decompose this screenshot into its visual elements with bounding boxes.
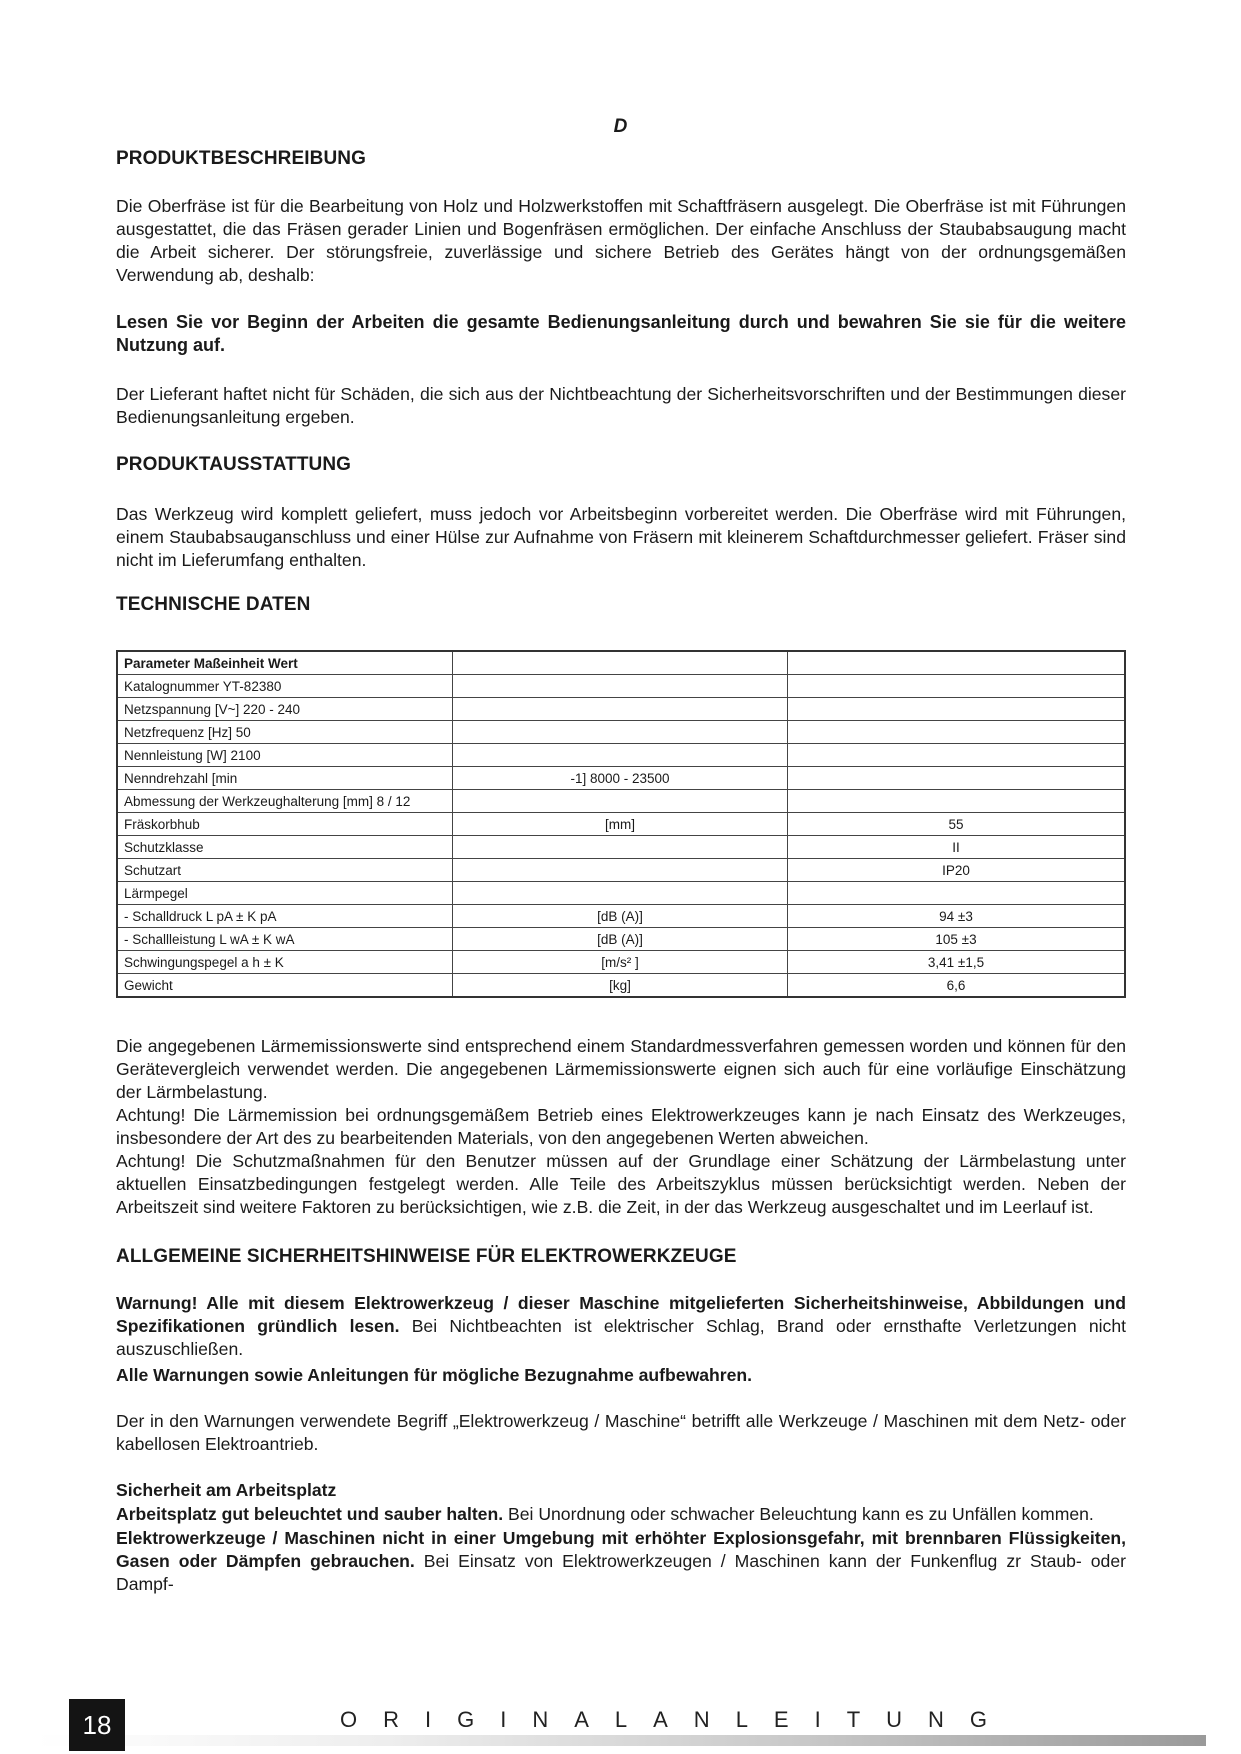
technical-data-table: [116, 650, 1126, 998]
table-cell-c1: Katalognummer YT-82380: [117, 675, 453, 698]
table-cell-c2: [453, 651, 788, 675]
paragraph-noise-3: Achtung! Die Schutzmaßnahmen für den Benutzer müssen auf der Grundlage einer Schätzung der Lärmbelastung unter aktuellen Einsatzbedingungen festgelegt werden. Alle Teile des Arbeitszyklus müssen berücksichtigt werden. Neben der Arbeitszeit sind weitere Faktoren zu berücksichtigen, wie z.B. die Zeit, in der das Werkzeug ausgeschaltet und im Leerlauf ist.: [116, 1151, 1126, 1217]
heading-produktbeschreibung: PRODUKTBESCHREIBUNG: [116, 148, 366, 169]
language-marker: D: [613, 116, 628, 137]
heading-sicherheit: ALLGEMEINE SICHERHEITSHINWEISE FÜR ELEKTROWERKZEUGE: [116, 1246, 737, 1267]
table-cell-c1: Schutzklasse: [117, 836, 453, 859]
table-cell-c3: [788, 651, 1126, 675]
paragraph-aufbewahren: Alle Warnungen sowie Anleitungen für mögliche Bezugnahme aufbewahren.: [116, 1365, 753, 1385]
paragraph-warning-read: Lesen Sie vor Beginn der Arbeiten die gesamte Bedienungsanleitung durch und bewahren Sie sie für die weitere Nutzung auf.: [116, 312, 1126, 355]
explosion-bold: Elektrowerkzeuge / Maschinen nicht in einer Umgebung mit erhöhter Explosionsgefahr, mit brennbaren Flüssigkeiten, Gasen oder Dämpfen gebrauchen.: [116, 1528, 1126, 1571]
table-cell-c2: [453, 698, 788, 721]
table-cell-c3: II: [788, 836, 1126, 859]
table-cell-c2: [453, 744, 788, 767]
table-cell-c3: 6,6: [788, 974, 1126, 998]
table-cell-c1: Nennleistung [W] 2100: [117, 744, 453, 767]
table-cell-c2: [453, 790, 788, 813]
heading-technische-daten: TECHNISCHE DATEN: [116, 594, 311, 615]
table-cell-c1: Schutzart: [117, 859, 453, 882]
table-cell-c3: 105 ±3: [788, 928, 1126, 951]
paragraph-begriff: Der in den Warnungen verwendete Begriff „Elektrowerkzeug / Maschine“ betrifft alle Werkzeuge / Maschinen mit dem Netz- oder kabellosen Elektroantrieb.: [116, 1411, 1126, 1454]
table-cell-c2: -1] 8000 - 23500: [453, 767, 788, 790]
footer-bar: [36, 1735, 1206, 1746]
table-cell-c2: [453, 836, 788, 859]
table-cell-c3: 3,41 ±1,5: [788, 951, 1126, 974]
table-cell-c3: IP20: [788, 859, 1126, 882]
table-cell-c3: [788, 790, 1126, 813]
warnung-rest: Bei Nichtbeachten ist elektrischer Schlag, Brand oder ernsthafte Verletzungen nicht auszuschließen.: [116, 1316, 1126, 1359]
table-row: [117, 859, 1125, 882]
table-cell-c3: [788, 675, 1126, 698]
paragraph-beschreibung: Die Oberfräse ist für die Bearbeitung von Holz und Holzwerkstoffen mit Schaftfräsern ausgelegt. Die Oberfräse ist mit Führungen ausgestattet, die das Fräsen gerader Linien und Bogenfräsen ermöglichen. Der einfache Anschluss der Staubabsaugung macht die Arbeit sicherer. Der störungsfreie, zuverlässige und sichere Betrieb des Gerätes hängt von der ordnungsgemäßen Verwendung ab, deshalb:: [116, 196, 1126, 285]
table-row: [117, 836, 1125, 859]
paragraph-warnung: [116, 1292, 1126, 1361]
table-row: [117, 928, 1125, 951]
table-row: [117, 790, 1125, 813]
table-row: [117, 767, 1125, 790]
paragraph-ausstattung: Das Werkzeug wird komplett geliefert, muss jedoch vor Arbeitsbeginn vorbereitet werden. Die Oberfräse wird mit Führungen, einem Staubabsauganschluss und einer Hülse zur Aufnahme von Fräsern mit kleinerem Schaftdurchmesser geliefert. Fräser sind nicht im Lieferumfang enthalten.: [116, 504, 1126, 570]
table-cell-c2: [kg]: [453, 974, 788, 998]
table-cell-c1: Abmessung der Werkzeughalterung [mm] 8 / 12: [117, 790, 453, 813]
paragraph-noise-2: Achtung! Die Lärmemission bei ordnungsgemäßem Betrieb eines Elektrowerkzeuges kann je nach Einsatz des Werkzeuges, insbesondere der Art des zu bearbeitenden Materials, von den angegebenen Werten abweichen.: [116, 1105, 1126, 1148]
explosion-rest: Bei Einsatz von Elektrowerkzeugen / Maschinen kann der Funkenflug zr Staub- oder Dampf-: [116, 1551, 1126, 1594]
table-cell-c3: 55: [788, 813, 1126, 836]
table-row: [117, 698, 1125, 721]
table-row: [117, 813, 1125, 836]
table-cell-c1: Fräskorbhub: [117, 813, 453, 836]
table-cell-c2: [453, 675, 788, 698]
table-cell-c1: - Schallleistung L wA ± K wA: [117, 928, 453, 951]
table-cell-c2: [m/s² ]: [453, 951, 788, 974]
table-row: [117, 721, 1125, 744]
table-cell-c1: Gewicht: [117, 974, 453, 998]
arbeitsplatz-bold: Arbeitsplatz gut beleuchtet und sauber halten.: [116, 1504, 504, 1524]
table-cell-c1: Netzspannung [V~] 220 - 240: [117, 698, 453, 721]
table-cell-c1: Schwingungspegel a h ± K: [117, 951, 453, 974]
table-cell-c3: [788, 698, 1126, 721]
table-cell-c3: [788, 744, 1126, 767]
footer-title: ORIGINALANLEITUNG: [340, 1707, 1014, 1732]
sub-heading-arbeitsplatz: Sicherheit am Arbeitsplatz: [116, 1480, 337, 1500]
table-cell-c1: Netzfrequenz [Hz] 50: [117, 721, 453, 744]
paragraph-arbeitsplatz: [116, 1503, 1126, 1526]
table-row: [117, 905, 1125, 928]
table-cell-c1: Nenndrehzahl [min: [117, 767, 453, 790]
table-cell-c2: [mm]: [453, 813, 788, 836]
table-cell-c3: [788, 767, 1126, 790]
table-cell-c2: [dB (A)]: [453, 928, 788, 951]
table-row: [117, 675, 1125, 698]
table-cell-c3: [788, 721, 1126, 744]
paragraph-liability: Der Lieferant haftet nicht für Schäden, die sich aus der Nichtbeachtung der Sicherheitsvorschriften und der Bestimmungen dieser Bedienungsanleitung ergeben.: [116, 384, 1126, 427]
table-cell-c3: 94 ±3: [788, 905, 1126, 928]
table-cell-c2: [453, 721, 788, 744]
heading-produktausstattung: PRODUKTAUSSTATTUNG: [116, 454, 352, 475]
table-cell-c2: [453, 859, 788, 882]
table-cell-c1: Parameter Maßeinheit Wert: [117, 651, 453, 675]
table-cell-c1: Lärmpegel: [117, 882, 453, 905]
arbeitsplatz-rest: Bei Unordnung oder schwacher Beleuchtung kann es zu Unfällen kommen.: [503, 1504, 1094, 1524]
table-row: [117, 882, 1125, 905]
table-row: [117, 651, 1125, 675]
warnung-bold: Warnung! Alle mit diesem Elektrowerkzeug / dieser Maschine mitgelieferten Sicherheitshinweise, Abbildungen und Spezifikationen gründlich lesen.: [116, 1293, 1126, 1336]
table-cell-c2: [dB (A)]: [453, 905, 788, 928]
table-cell-c1: - Schalldruck L pA ± K pA: [117, 905, 453, 928]
table-cell-c3: [788, 882, 1126, 905]
paragraph-noise-1: Die angegebenen Lärmemissionswerte sind entsprechend einem Standardmessverfahren gemessen worden und können für den Gerätevergleich verwendet werden. Die angegebenen Lärmemissionswerte eignen sich auch für eine vorläufige Einschätzung der Lärmbelastung.: [116, 1036, 1126, 1102]
table-row: [117, 744, 1125, 767]
page-number: 18: [69, 1699, 125, 1751]
table-cell-c2: [453, 882, 788, 905]
table-row: [117, 974, 1125, 998]
paragraph-explosion: [116, 1527, 1126, 1596]
table-row: [117, 951, 1125, 974]
